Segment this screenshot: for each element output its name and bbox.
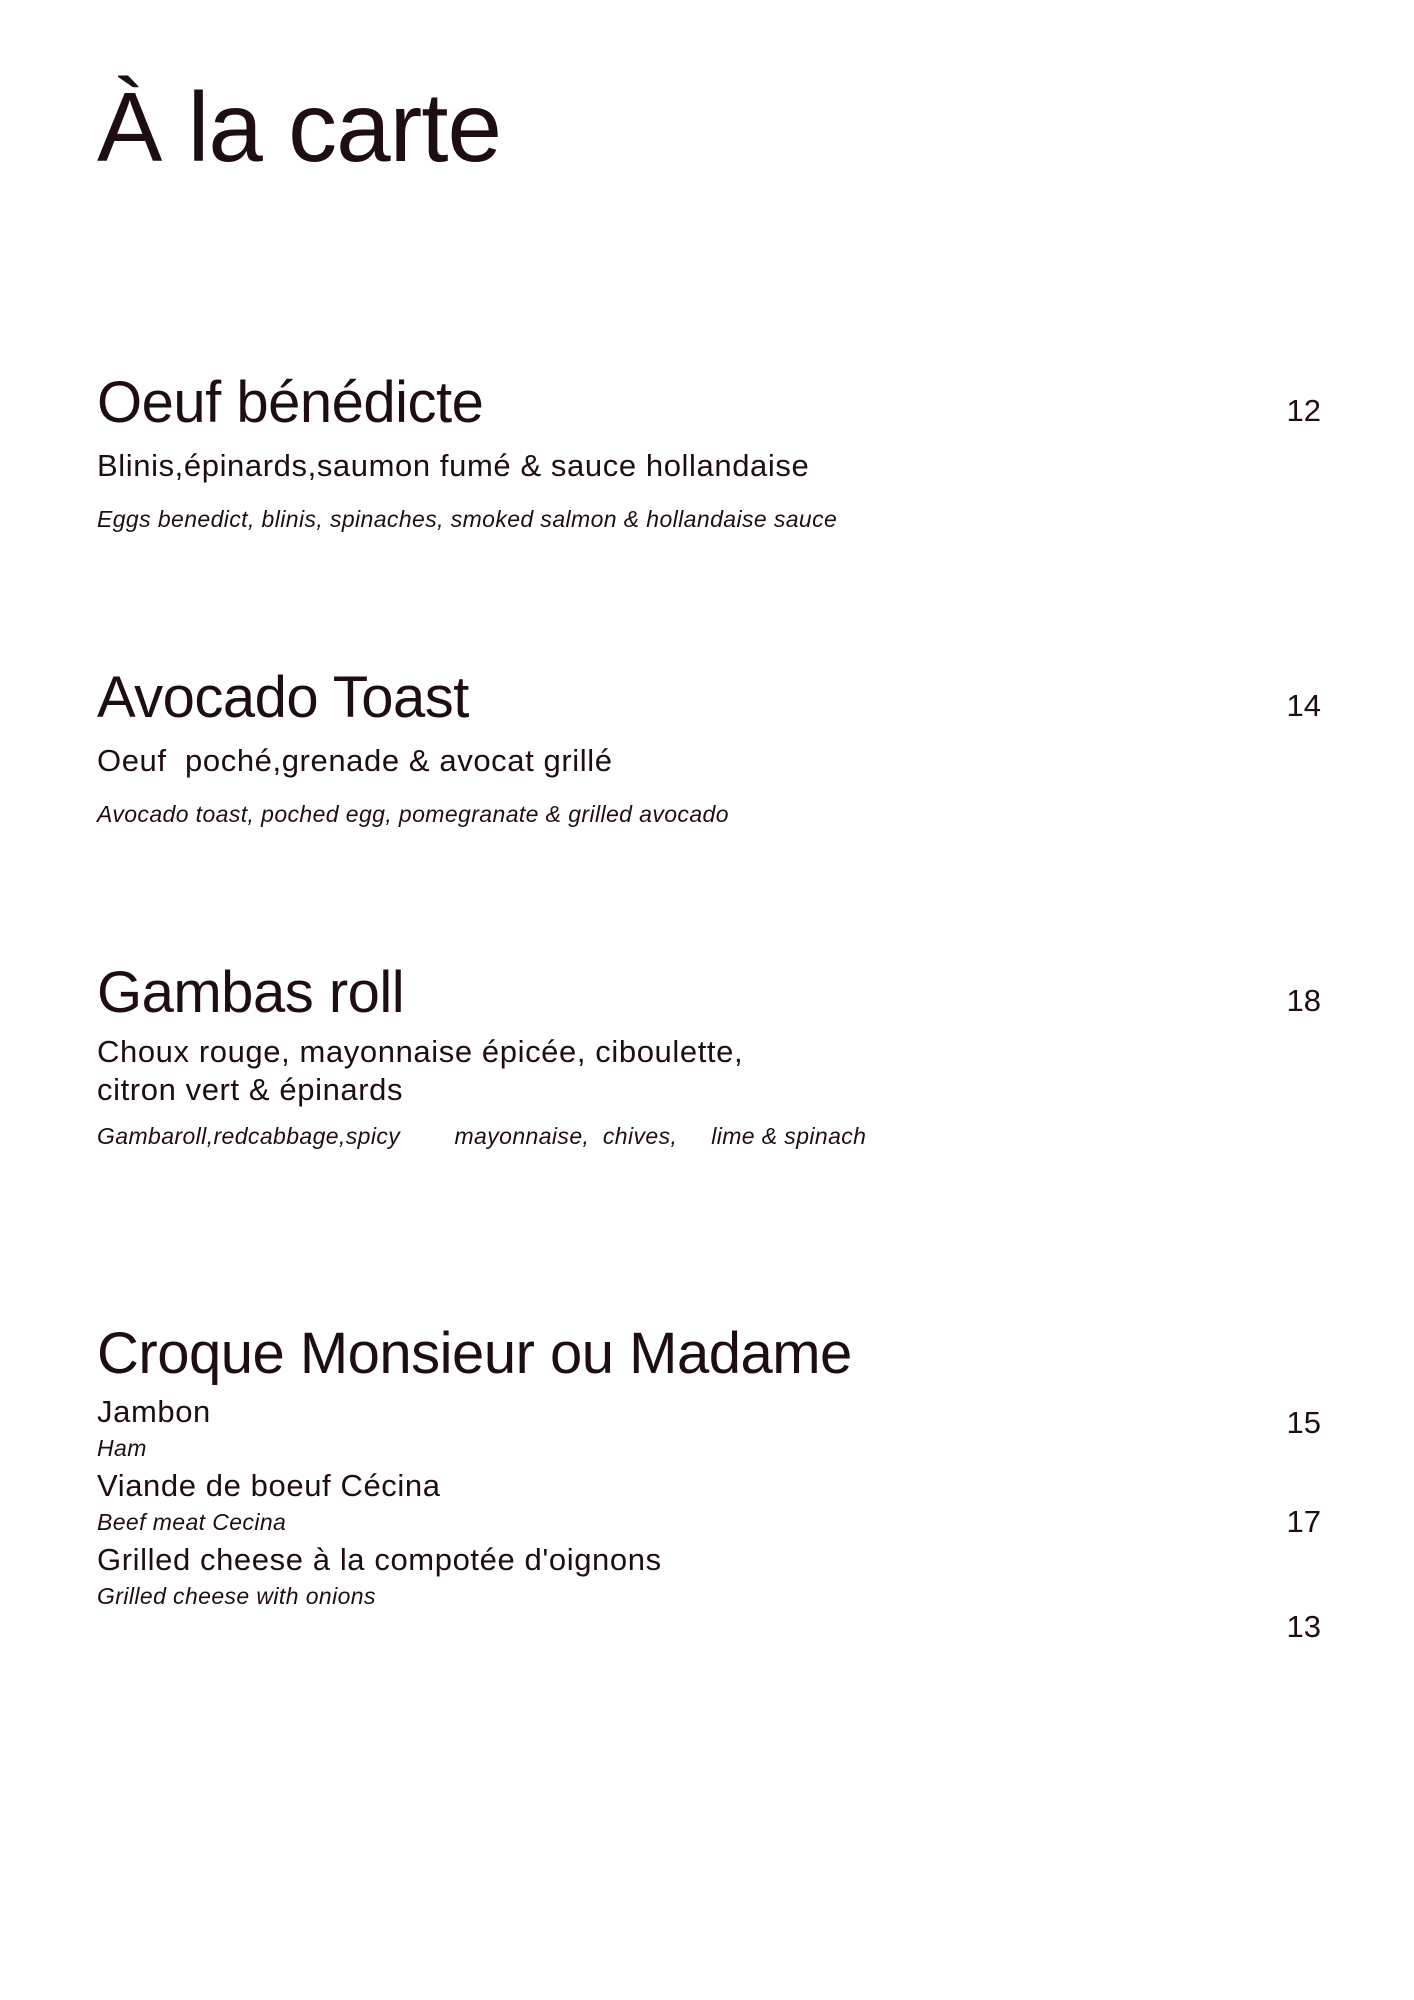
option-price: 13	[1286, 1609, 1321, 1644]
dish-name: Croque Monsieur ou Madame	[97, 1321, 852, 1386]
option-name-en: Grilled cheese with onions	[97, 1583, 376, 1609]
dish-description-fr: Blinis,épinards,saumon fumé & sauce hollandaise	[97, 448, 810, 483]
option-name-fr: Grilled cheese à la compotée d'oignons	[97, 1542, 662, 1577]
page-title: À la carte	[97, 72, 501, 182]
dish-name: Gambas roll	[97, 960, 405, 1025]
dish-price: 18	[1286, 983, 1321, 1018]
dish-description-fr: Choux rouge, mayonnaise épicée, ciboulette,	[97, 1034, 744, 1069]
dish-price: 12	[1286, 393, 1321, 428]
dish-price: 14	[1286, 688, 1321, 723]
option-price: 15	[1286, 1405, 1321, 1440]
dish-description-fr: citron vert & épinards	[97, 1072, 404, 1107]
option-name-en: Beef meat Cecina	[97, 1509, 287, 1535]
option-name-en: Ham	[97, 1435, 147, 1461]
option-name-fr: Jambon	[97, 1394, 211, 1429]
dish-description-en: Gambaroll,redcabbage,spicy mayonnaise, chives, lime & spinach	[97, 1123, 867, 1149]
dish-description-en: Eggs benedict, blinis, spinaches, smoked salmon & hollandaise sauce	[97, 506, 838, 532]
dish-description-en: Avocado toast, poched egg, pomegranate & grilled avocado	[97, 801, 729, 827]
dish-description-fr: Oeuf poché,grenade & avocat grillé	[97, 743, 613, 778]
dish-name: Avocado Toast	[97, 665, 469, 730]
dish-name: Oeuf bénédicte	[97, 370, 484, 435]
option-name-fr: Viande de boeuf Cécina	[97, 1468, 441, 1503]
option-price: 17	[1286, 1504, 1321, 1539]
